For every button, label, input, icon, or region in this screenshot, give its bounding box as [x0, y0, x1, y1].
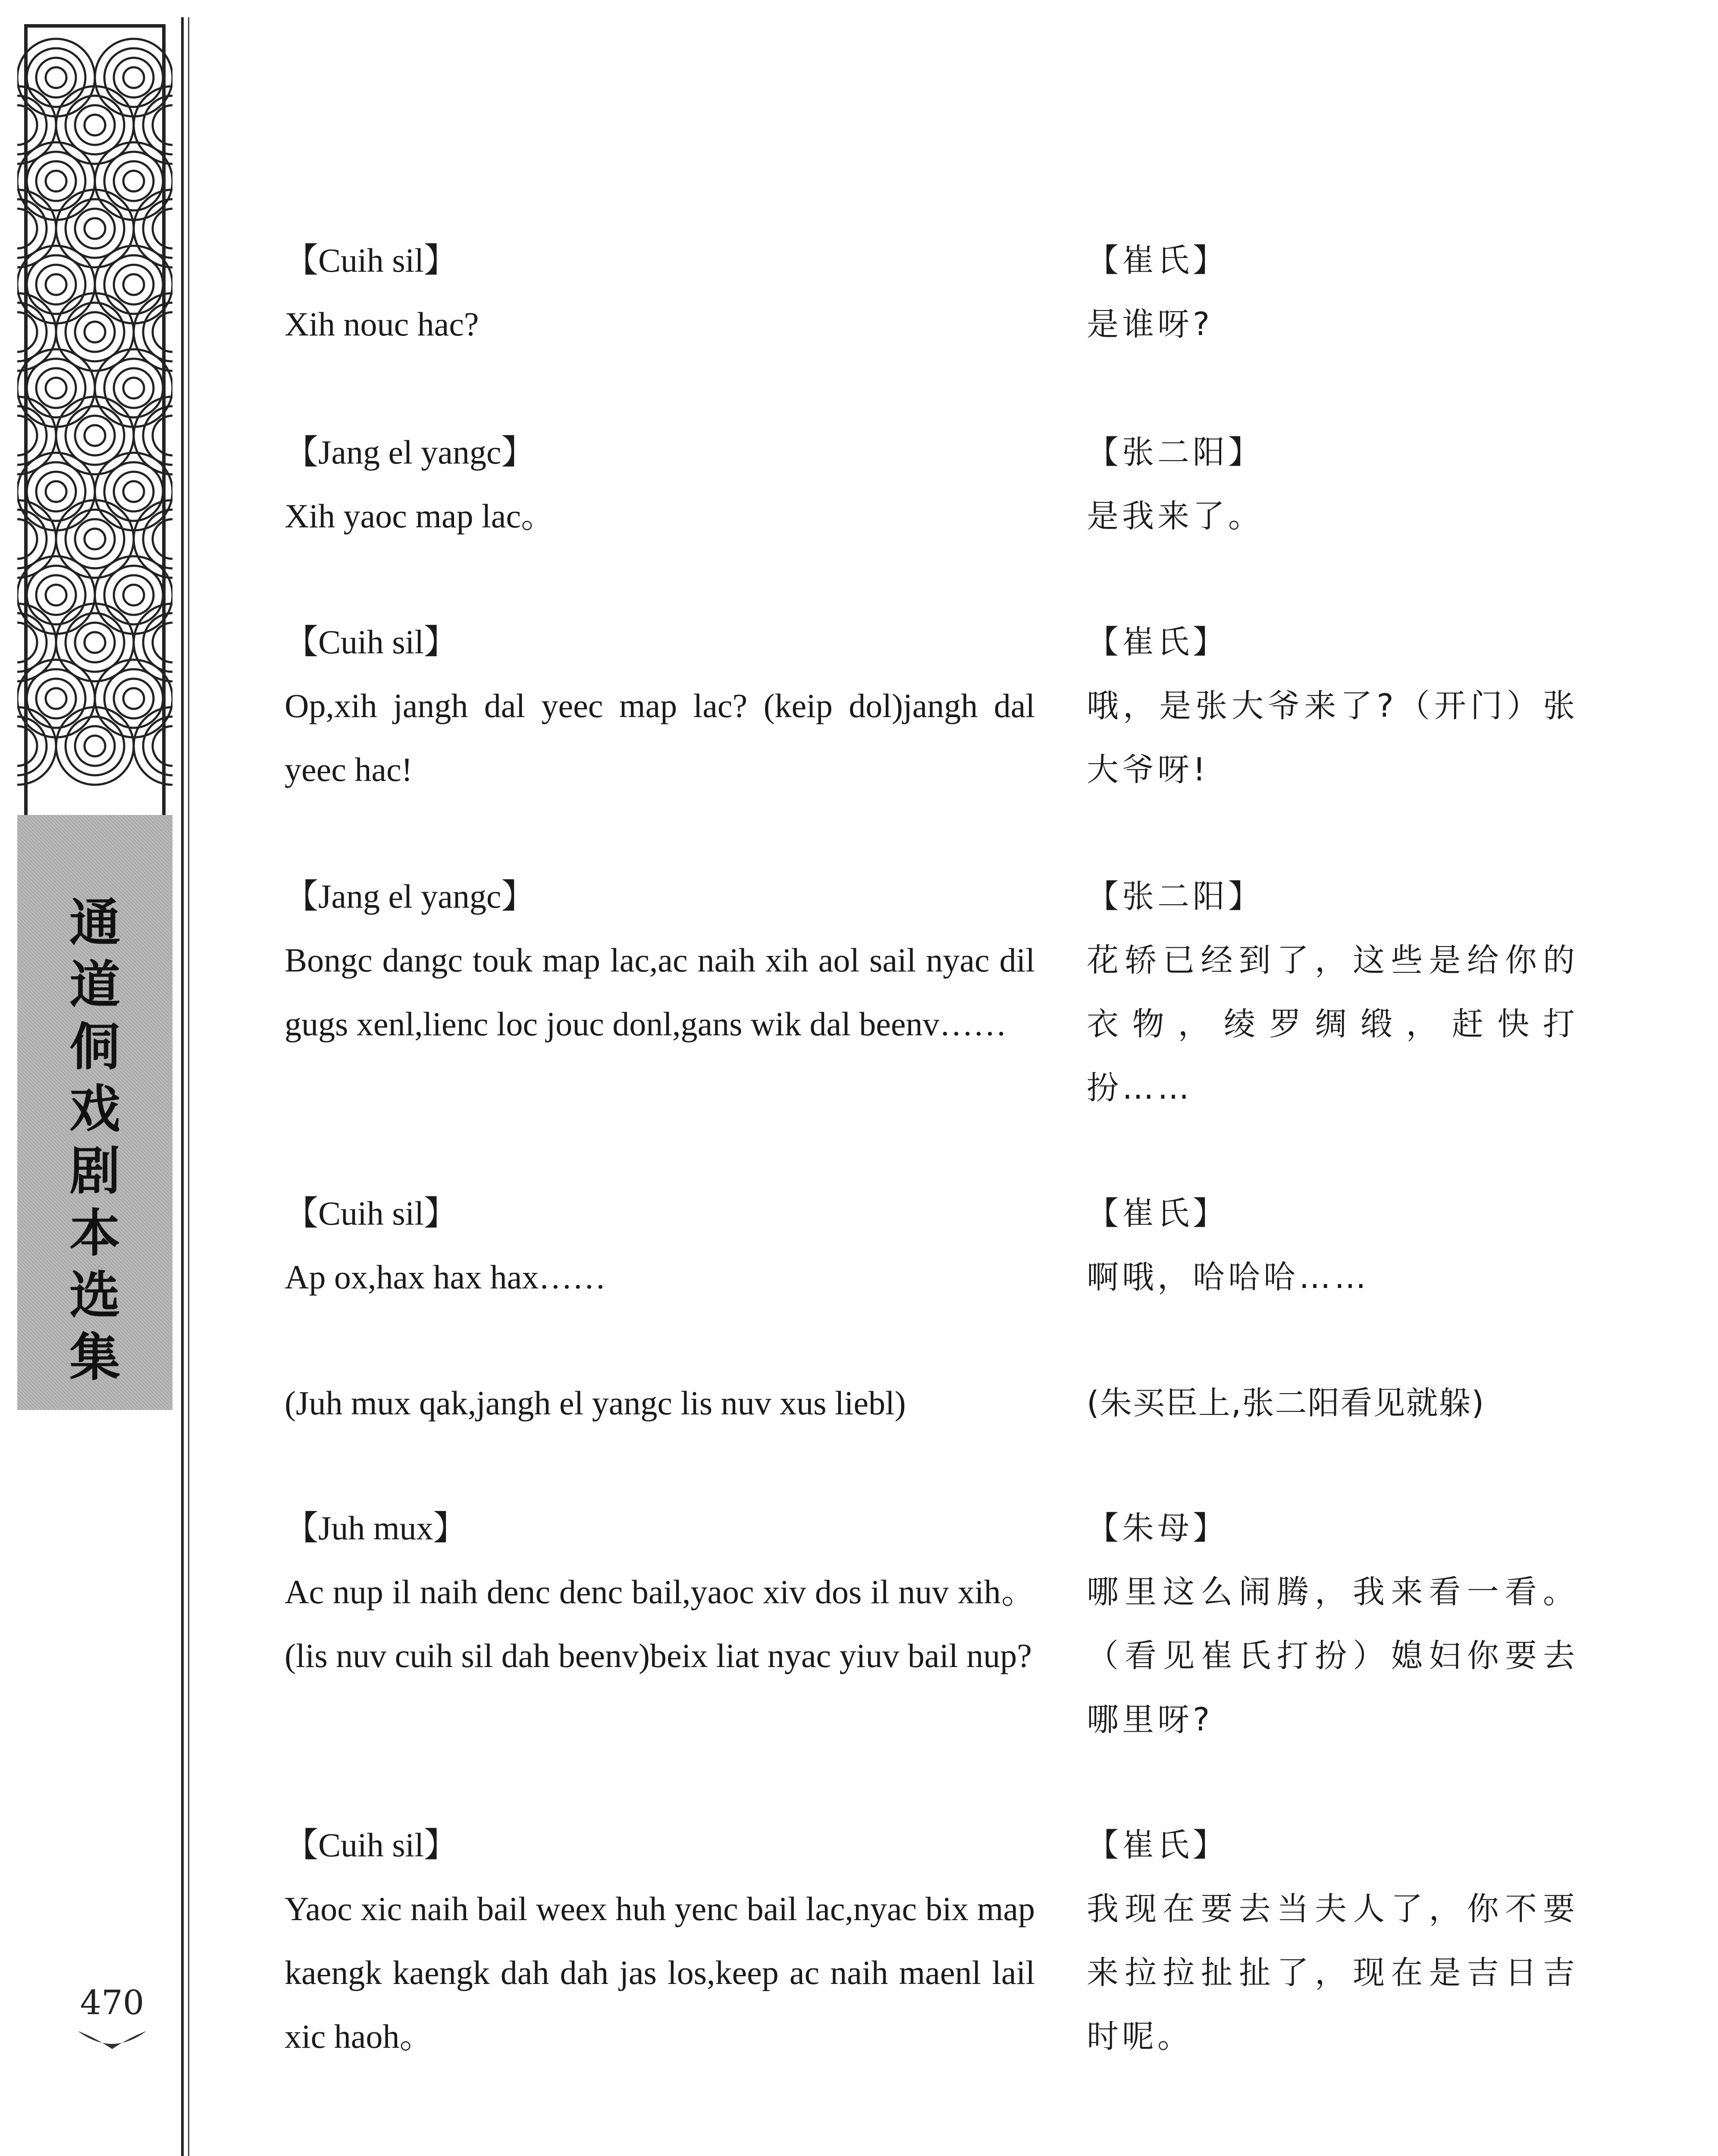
chinese-column: [1087, 1496, 1578, 1752]
zh-line: 花轿已经到了，这些是给你的衣物，绫罗绸缎，赶快打扮……: [1087, 942, 1578, 1106]
chinese-column: [1087, 610, 1578, 802]
zh-speaker: 【崔氏】: [1087, 242, 1228, 279]
page-number: 470: [80, 1984, 144, 2022]
chinese-column: [1087, 1813, 1578, 2068]
book-title-char: 戏: [69, 1079, 120, 1139]
chinese-column: [1087, 229, 1578, 356]
dong-speaker: 【Cuih sil】: [285, 1194, 458, 1232]
book-title-char: 剧: [69, 1141, 120, 1201]
dong-speaker: 【Cuih sil】: [285, 241, 458, 279]
dong-line: Bongc dangc touk map lac,ac naih xih aol sail nyac dil gugs xenl,lienc loc jouc donl,gans wik dal beenv……: [285, 941, 1035, 1043]
dong-column: [285, 1813, 1035, 2068]
dong-line: Ac nup il naih denc denc bail,yaoc xiv dos il nuv xih。(lis nuv cuih sil dah beenv)beix liat nyac yiuv bail nup?: [285, 1573, 1035, 1674]
chinese-column: [1087, 1371, 1578, 1435]
book-title-char: 集: [69, 1328, 120, 1387]
book-title-char: 通: [69, 893, 120, 953]
zh-speaker: 【朱母】: [1087, 1510, 1228, 1547]
zh-speaker: 【张二阳】: [1087, 434, 1263, 471]
zh-speaker: 【崔氏】: [1087, 624, 1228, 661]
side-title-band: [17, 815, 172, 1410]
zh-stage-direction: (朱买臣上,张二阳看见就躲): [1087, 1385, 1485, 1422]
margin-rule: [181, 17, 184, 2156]
zh-speaker: 【崔氏】: [1087, 1827, 1228, 1864]
dong-speaker: 【Cuih sil】: [285, 1826, 458, 1864]
dong-column: [285, 229, 1035, 356]
dong-speaker: 【Jang el yangc】: [285, 433, 535, 471]
zh-speaker: 【崔氏】: [1087, 1195, 1228, 1232]
zh-line: 是我来了。: [1087, 498, 1263, 535]
zh-speaker: 【张二阳】: [1087, 878, 1263, 915]
dong-line: Xih yaoc map lac。: [285, 497, 555, 535]
dong-column: [285, 1371, 1035, 1435]
dong-line: Ap ox,hax hax hax……: [285, 1258, 606, 1296]
dong-line: Yaoc xic naih bail weex huh yenc bail lac,nyac bix map kaengk kaengk dah dah jas los,keep ac naih maenl lail xic haoh。: [285, 1890, 1035, 2055]
dong-stage-direction: (Juh mux qak,jangh el yangc lis nuv xus liebl): [285, 1384, 906, 1422]
chinese-column: [1087, 865, 1578, 1120]
book-title: [17, 893, 172, 1388]
chinese-column: [1087, 420, 1578, 548]
book-title-char: 选: [69, 1266, 120, 1325]
margin-rule-thin: [188, 17, 189, 2156]
dong-line: Op,xih jangh dal yeec map lac? (keip dol)jangh dal yeec hac!: [285, 687, 1035, 788]
dong-speaker: 【Juh mux】: [285, 1509, 467, 1547]
dong-column: [285, 610, 1035, 802]
zh-line: 啊哦，哈哈哈……: [1087, 1259, 1370, 1296]
dong-column: [285, 1181, 1035, 1309]
book-title-char: 侗: [69, 1017, 120, 1077]
dong-line: Xih nouc hac?: [285, 305, 479, 343]
zh-line: 哦，是张大爷来了?（开门）张大爷呀!: [1087, 687, 1578, 788]
zh-line: 哪里这么闹腾，我来看一看。（看见崔氏打扮）媳妇你要去哪里呀?: [1087, 1573, 1578, 1738]
chinese-column: [1087, 1181, 1578, 1309]
dong-column: [285, 420, 1035, 548]
zh-line: 是谁呀?: [1087, 306, 1213, 343]
dong-column: [285, 1496, 1035, 1688]
book-title-char: 道: [69, 955, 120, 1015]
zh-line: 我现在要去当夫人了，你不要来拉拉扯扯了，现在是吉日吉时呢。: [1087, 1890, 1578, 2055]
dong-column: [285, 865, 1035, 1056]
dong-speaker: 【Cuih sil】: [285, 623, 458, 661]
book-title-char: 本: [69, 1203, 120, 1263]
dong-speaker: 【Jang el yangc】: [285, 877, 535, 915]
side-cloud-pattern: [17, 17, 172, 815]
ornament-icon: [75, 2027, 149, 2053]
